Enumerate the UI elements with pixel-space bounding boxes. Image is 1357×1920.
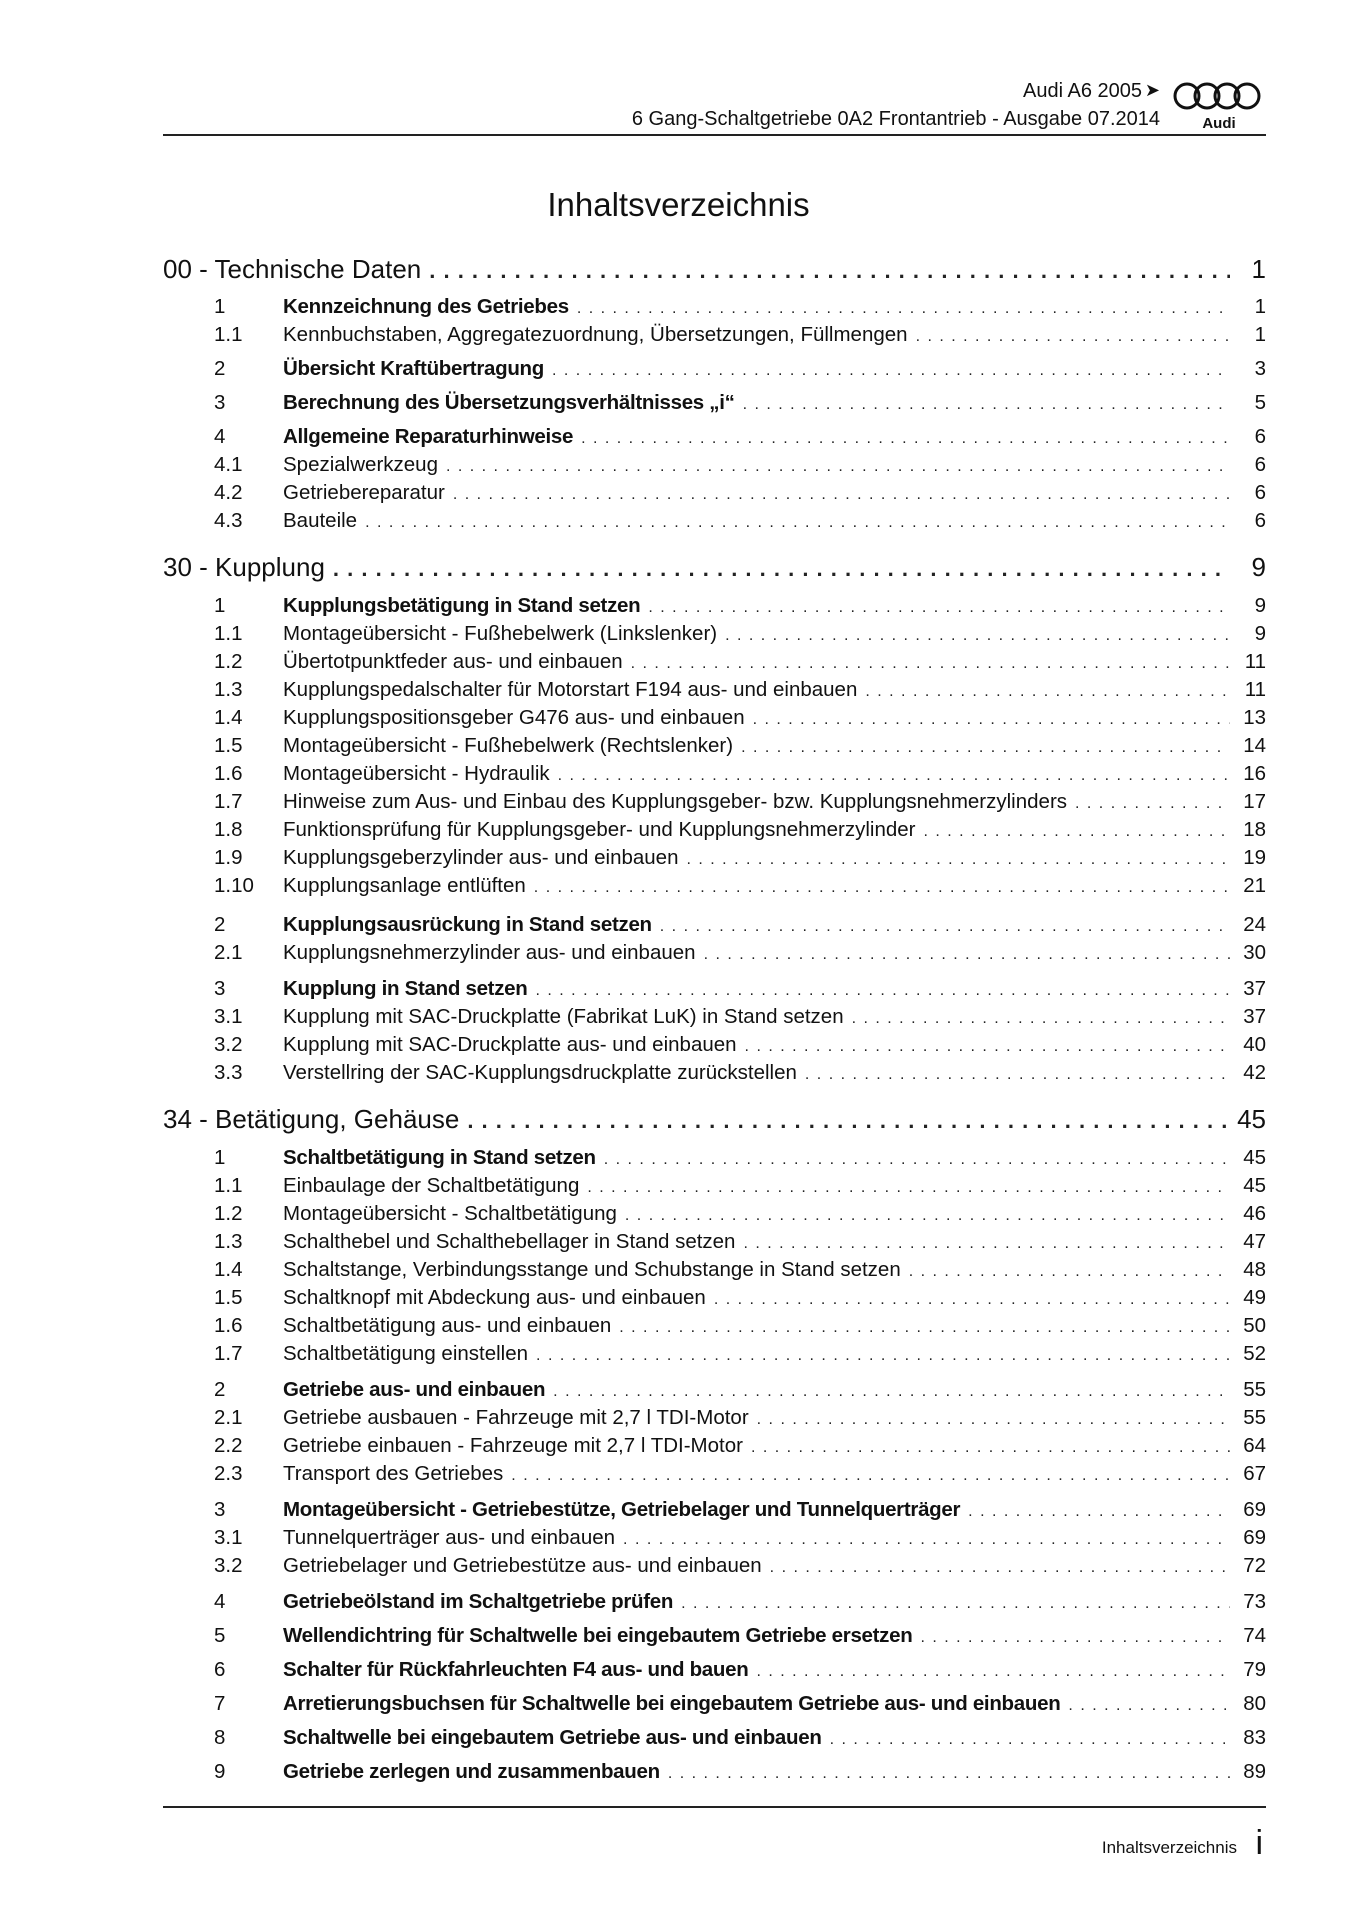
toc-number: 3: [214, 977, 226, 1000]
toc-label: Übersicht Kraftübertragung: [283, 357, 545, 380]
toc-label: Hinweise zum Aus- und Einbau des Kupplungsgeber- bzw. Kupplungsnehmerzylinders: [283, 790, 1068, 813]
toc-number: 6: [214, 1658, 226, 1681]
toc-leader-dots: [753, 711, 1230, 729]
toc-leader-dots: [668, 1765, 1230, 1783]
header-manual-title: 6 Gang-Schaltgetriebe 0A2 Frontantrieb - Ausgabe 07.2014: [631, 108, 1160, 130]
toc-number: 1.1: [214, 1174, 243, 1197]
toc-leader-dots: [681, 1595, 1230, 1613]
toc-leader-dots: [429, 258, 1230, 284]
toc-label: Kupplung mit SAC-Druckplatte (Fabrikat LuK) in Stand setzen: [283, 1005, 844, 1028]
toc-label: Kupplungspedalschalter für Motorstart F194 aus- und einbauen: [283, 678, 858, 701]
toc-leader-dots: [604, 1151, 1230, 1169]
toc-number: 5: [214, 1624, 226, 1647]
toc-leader-dots: [770, 1559, 1230, 1577]
toc-label: Kennbuchstaben, Aggregatezuordnung, Übersetzungen, Füllmengen: [283, 323, 908, 346]
toc-page-number: 49: [1243, 1286, 1266, 1309]
toc-leader-dots: [552, 362, 1230, 380]
toc-leader-dots: [536, 1347, 1230, 1365]
toc-number: 4.2: [214, 481, 243, 504]
toc-label: Montageübersicht - Fußhebelwerk (Rechtslenker): [283, 734, 734, 757]
toc-number: 3: [214, 1498, 226, 1521]
toc-page-number: 45: [1243, 1146, 1266, 1169]
header-model: Audi A6 2005: [1023, 80, 1142, 102]
toc-label: Arretierungsbuchsen für Schaltwelle bei eingebautem Getriebe aus- und einbauen: [283, 1692, 1061, 1715]
toc-label: Kennzeichnung des Getriebes: [283, 295, 569, 318]
toc-number: 8: [214, 1726, 226, 1749]
toc-page-number: 69: [1243, 1526, 1266, 1549]
toc-leader-dots: [660, 918, 1230, 936]
toc-entry[interactable]: [163, 1104, 1266, 1136]
toc-leader-dots: [757, 1411, 1230, 1429]
toc-leader-dots: [743, 396, 1230, 414]
toc-entry[interactable]: [163, 874, 1266, 900]
toc-page-number: 24: [1243, 913, 1266, 936]
toc-chapter-title: 30 - Kupplung: [163, 552, 325, 582]
toc-label: Kupplung in Stand setzen: [283, 977, 528, 1000]
toc-label: Kupplung mit SAC-Druckplatte aus- und einbauen: [283, 1033, 737, 1056]
toc-page-number: 37: [1243, 1005, 1266, 1028]
toc-entry[interactable]: [163, 1406, 1266, 1432]
toc-label: Kupplungsnehmerzylinder aus- und einbauen: [283, 941, 696, 964]
toc-chapter-title: 34 - Betätigung, Gehäuse: [163, 1104, 460, 1134]
toc-label: Kupplungsanlage entlüften: [283, 874, 526, 897]
toc-label: Getriebe ausbauen - Fahrzeuge mit 2,7 l TDI-Motor: [283, 1406, 749, 1429]
toc-page-number: 45: [1243, 1174, 1266, 1197]
toc-leader-dots: [745, 1038, 1230, 1056]
toc-number: 1.2: [214, 650, 243, 673]
toc-page-number: 13: [1243, 706, 1266, 729]
toc-entry[interactable]: [163, 295, 1266, 321]
toc-page-number: 1: [1254, 323, 1266, 346]
toc-number: 1.6: [214, 1314, 243, 1337]
toc-entry[interactable]: [163, 1726, 1266, 1752]
toc-leader-dots: [623, 1531, 1230, 1549]
toc-label: Getriebelager und Getriebestütze aus- und einbauen: [283, 1554, 762, 1577]
toc-leader-dots: [619, 1319, 1230, 1337]
toc-label: Allgemeine Reparaturhinweise: [283, 425, 574, 448]
toc-page-number: 46: [1243, 1202, 1266, 1225]
toc-page-number: 16: [1243, 762, 1266, 785]
toc-entry[interactable]: [163, 1590, 1266, 1616]
toc-entry[interactable]: [163, 425, 1266, 451]
toc-entry[interactable]: [163, 1314, 1266, 1340]
toc-page-number: 45: [1237, 1104, 1266, 1134]
toc-label: Schalthebel und Schalthebellager in Stand setzen: [283, 1230, 736, 1253]
toc-entry[interactable]: [163, 357, 1266, 383]
toc-number: 9: [214, 1760, 226, 1783]
toc-entry[interactable]: [163, 1526, 1266, 1552]
toc-entry[interactable]: [163, 1230, 1266, 1256]
toc-leader-dots: [852, 1010, 1230, 1028]
toc-number: 1.1: [214, 622, 243, 645]
toc-page-number: 47: [1243, 1230, 1266, 1253]
toc-leader-dots: [581, 430, 1230, 448]
toc-number: 1.4: [214, 1258, 243, 1281]
toc-entry[interactable]: [163, 1174, 1266, 1200]
toc-page-number: 18: [1243, 818, 1266, 841]
toc-entry[interactable]: [163, 1146, 1266, 1172]
toc-number: 2.1: [214, 941, 243, 964]
toc-label: Kupplungsausrückung in Stand setzen: [283, 913, 652, 936]
toc-label: Schaltwelle bei eingebautem Getriebe aus- und einbauen: [283, 1726, 822, 1749]
toc-leader-dots: [751, 1439, 1230, 1457]
toc-entry[interactable]: [163, 1061, 1266, 1087]
toc-entry[interactable]: [163, 254, 1266, 286]
toc-number: 1.4: [214, 706, 243, 729]
toc-entry[interactable]: [163, 1658, 1266, 1684]
toc-number: 1.7: [214, 1342, 243, 1365]
toc-label: Montageübersicht - Hydraulik: [283, 762, 550, 785]
toc-entry[interactable]: [163, 977, 1266, 1003]
toc-label: Schalter für Rückfahrleuchten F4 aus- und bauen: [283, 1658, 749, 1681]
toc-entry[interactable]: [163, 1434, 1266, 1460]
page-title: Inhaltsverzeichnis: [547, 186, 810, 223]
audi-logo-text: Audi: [1202, 115, 1236, 132]
toc-label: Montageübersicht - Schaltbetätigung: [283, 1202, 617, 1225]
toc-page-number: 40: [1243, 1033, 1266, 1056]
toc-number: 4.3: [214, 509, 243, 532]
toc-leader-dots: [916, 328, 1230, 346]
toc-label: Spezialwerkzeug: [283, 453, 438, 476]
toc-number: 1.9: [214, 846, 243, 869]
toc-number: 1.7: [214, 790, 243, 813]
toc-page-number: 73: [1243, 1590, 1266, 1613]
page-header: [163, 78, 1266, 136]
toc-leader-dots: [467, 1108, 1230, 1134]
toc-number: 1.3: [214, 1230, 243, 1253]
toc-entry[interactable]: [163, 913, 1266, 939]
toc-label: Tunnelquerträger aus- und einbauen: [283, 1526, 616, 1549]
toc-number: 2: [214, 913, 226, 936]
toc-page-number: 21: [1243, 874, 1266, 897]
toc-number: 1.2: [214, 1202, 243, 1225]
toc-number: 1.10: [214, 874, 254, 897]
toc-leader-dots: [365, 514, 1230, 532]
toc-number: 3.3: [214, 1061, 243, 1084]
toc-label: Einbaulage der Schaltbetätigung: [283, 1174, 580, 1197]
toc-entry[interactable]: [163, 941, 1266, 967]
toc-entry[interactable]: [163, 734, 1266, 760]
footer-page-marker: i: [1255, 1824, 1263, 1862]
toc-leader-dots: [648, 599, 1230, 617]
toc-label: Übertotpunktfeder aus- und einbauen: [283, 650, 623, 673]
toc-number: 1.1: [214, 323, 243, 346]
toc-page-number: 9: [1251, 552, 1266, 582]
toc-page-number: 9: [1254, 594, 1266, 617]
toc-number: 2.3: [214, 1462, 243, 1485]
toc-page-number: 83: [1243, 1726, 1266, 1749]
toc-entry[interactable]: [163, 790, 1266, 816]
toc-number: 1: [214, 594, 226, 617]
toc-entry[interactable]: [163, 453, 1266, 479]
toc-page-number: 37: [1243, 977, 1266, 1000]
toc-page-number: 14: [1243, 734, 1266, 757]
toc-page-number: 3: [1254, 357, 1266, 380]
toc-page-number: 72: [1243, 1554, 1266, 1577]
toc-number: 3: [214, 391, 226, 414]
toc-leader-dots: [511, 1467, 1230, 1485]
toc-number: 1.3: [214, 678, 243, 701]
toc-entry[interactable]: [163, 1624, 1266, 1650]
toc-leader-dots: [631, 655, 1230, 673]
toc-page-number: 67: [1243, 1462, 1266, 1485]
toc-leader-dots: [577, 300, 1230, 318]
toc-entry[interactable]: [163, 1202, 1266, 1228]
toc-label: Getriebe einbauen - Fahrzeuge mit 2,7 l TDI-Motor: [283, 1434, 743, 1457]
toc-entry[interactable]: [163, 1498, 1266, 1524]
toc-number: 4.1: [214, 453, 243, 476]
toc-number: 1.5: [214, 734, 243, 757]
toc-leader-dots: [446, 458, 1230, 476]
toc-entry[interactable]: [163, 846, 1266, 872]
toc-leader-dots: [830, 1731, 1230, 1749]
toc-entry[interactable]: [163, 391, 1266, 417]
toc-page-number: 17: [1243, 790, 1266, 813]
toc-entry[interactable]: [163, 323, 1266, 349]
toc-label: Getriebe zerlegen und zusammenbauen: [283, 1760, 660, 1783]
toc-entry[interactable]: [163, 509, 1266, 535]
toc-page-number: 30: [1243, 941, 1266, 964]
toc-entry[interactable]: [163, 1554, 1266, 1580]
toc-page-number: 79: [1243, 1658, 1266, 1681]
toc-leader-dots: [333, 556, 1230, 582]
toc-leader-dots: [536, 982, 1231, 1000]
toc-chapter-title: 00 - Technische Daten: [163, 254, 422, 284]
toc-leader-dots: [453, 486, 1230, 504]
toc-page-number: 6: [1254, 481, 1266, 504]
toc-entry[interactable]: [163, 1286, 1266, 1312]
toc-entry[interactable]: [163, 678, 1266, 704]
toc-leader-dots: [714, 1291, 1230, 1309]
toc-number: 3.1: [214, 1526, 243, 1549]
toc-page-number: 11: [1244, 678, 1266, 701]
toc-number: 2.1: [214, 1406, 243, 1429]
toc-number: 1.8: [214, 818, 243, 841]
toc-label: Bauteile: [283, 509, 358, 532]
toc-leader-dots: [534, 879, 1230, 897]
toc-label: Kupplungspositionsgeber G476 aus- und einbauen: [283, 706, 745, 729]
toc-page-number: 64: [1243, 1434, 1266, 1457]
toc-page-number: 1: [1251, 254, 1266, 284]
toc-page-number: 52: [1243, 1342, 1266, 1365]
toc-number: 3.2: [214, 1033, 243, 1056]
toc-leader-dots: [968, 1503, 1230, 1521]
toc-number: 2.2: [214, 1434, 243, 1457]
toc-number: 1.5: [214, 1286, 243, 1309]
toc-label: Transport des Getriebes: [283, 1462, 504, 1485]
toc-entry[interactable]: [163, 481, 1266, 507]
toc-leader-dots: [704, 946, 1230, 964]
toc-leader-dots: [587, 1179, 1230, 1197]
toc-entry[interactable]: [163, 1692, 1266, 1718]
toc-leader-dots: [865, 683, 1230, 701]
toc-label: Getriebereparatur: [283, 481, 445, 504]
toc-number: 3.2: [214, 1554, 243, 1577]
toc-number: 1: [214, 1146, 226, 1169]
toc-leader-dots: [756, 1663, 1230, 1681]
toc-label: Verstellring der SAC-Kupplungsdruckplatte zurückstellen: [283, 1061, 797, 1084]
toc-number: 4: [214, 1590, 226, 1613]
toc-leader-dots: [687, 851, 1231, 869]
toc-number: 2: [214, 357, 226, 380]
toc-page-number: 69: [1243, 1498, 1266, 1521]
toc-number: 1.6: [214, 762, 243, 785]
toc-leader-dots: [920, 1629, 1230, 1647]
toc-entry[interactable]: [163, 622, 1266, 648]
toc-label: Funktionsprüfung für Kupplungsgeber- und Kupplungsnehmerzylinder: [283, 818, 916, 841]
audi-logo: [1172, 80, 1266, 132]
toc-leader-dots: [1068, 1697, 1230, 1715]
toc-label: Montageübersicht - Getriebestütze, Getriebelager und Tunnelquerträger: [283, 1498, 961, 1521]
toc-page-number: 1: [1254, 295, 1266, 318]
toc-page-number: 11: [1244, 650, 1266, 673]
toc-number: 7: [214, 1692, 226, 1715]
toc-label: Schaltknopf mit Abdeckung aus- und einbauen: [283, 1286, 706, 1309]
toc-entry[interactable]: [163, 1378, 1266, 1404]
toc-entry[interactable]: [163, 1258, 1266, 1284]
toc-label: Kupplungsgeberzylinder aus- und einbauen: [283, 846, 679, 869]
toc-entry[interactable]: [163, 1342, 1266, 1368]
toc-label: Schaltbetätigung in Stand setzen: [283, 1146, 596, 1169]
toc-entry[interactable]: [163, 1760, 1266, 1786]
toc-leader-dots: [741, 739, 1230, 757]
toc-page-number: 42: [1243, 1061, 1266, 1084]
toc-page-number: 50: [1243, 1314, 1266, 1337]
toc-entry[interactable]: [163, 706, 1266, 732]
toc-entry[interactable]: [163, 1462, 1266, 1488]
toc-leader-dots: [625, 1207, 1230, 1225]
arrow-right-icon: ➤: [1144, 80, 1160, 100]
toc-leader-dots: [725, 627, 1230, 645]
toc-page-number: 74: [1243, 1624, 1266, 1647]
toc-leader-dots: [1075, 795, 1230, 813]
toc-label: Kupplungsbetätigung in Stand setzen: [283, 594, 641, 617]
toc-label: Getriebeölstand im Schaltgetriebe prüfen: [283, 1590, 674, 1613]
toc-leader-dots: [909, 1263, 1230, 1281]
toc-number: 4: [214, 425, 226, 448]
toc-entry[interactable]: [163, 1005, 1266, 1031]
toc-number: 2: [214, 1378, 226, 1401]
toc-page-number: 89: [1243, 1760, 1266, 1783]
toc-leader-dots: [743, 1235, 1230, 1253]
toc-entry[interactable]: [163, 650, 1266, 676]
toc-label: Schaltbetätigung einstellen: [283, 1342, 529, 1365]
toc-page-number: 19: [1243, 846, 1266, 869]
toc-entry[interactable]: [163, 818, 1266, 844]
toc-label: Getriebe aus- und einbauen: [283, 1378, 546, 1401]
toc-page-number: 5: [1254, 391, 1266, 414]
toc-entry[interactable]: [163, 552, 1266, 584]
toc-leader-dots: [924, 823, 1231, 841]
toc-leader-dots: [805, 1066, 1230, 1084]
toc-page-number: 6: [1254, 453, 1266, 476]
toc-label: Schaltbetätigung aus- und einbauen: [283, 1314, 612, 1337]
toc-label: Montageübersicht - Fußhebelwerk (Linkslenker): [283, 622, 718, 645]
toc-entry[interactable]: [163, 762, 1266, 788]
footer-divider: [163, 1806, 1266, 1808]
toc-label: Wellendichtring für Schaltwelle bei eingebautem Getriebe ersetzen: [283, 1624, 913, 1647]
toc-leader-dots: [553, 1383, 1230, 1401]
toc-number: 3.1: [214, 1005, 243, 1028]
toc-label: Berechnung des Übersetzungsverhältnisses „i“: [283, 391, 735, 414]
toc-leader-dots: [558, 767, 1230, 785]
toc-page-number: 6: [1254, 425, 1266, 448]
toc-page-number: 48: [1243, 1258, 1266, 1281]
toc-entry[interactable]: [163, 594, 1266, 620]
footer-label: Inhaltsverzeichnis: [1101, 1838, 1237, 1857]
toc-page-number: 6: [1254, 509, 1266, 532]
toc-page-number: 55: [1243, 1406, 1266, 1429]
toc-number: 1: [214, 295, 226, 318]
toc-entry[interactable]: [163, 1033, 1266, 1059]
toc-page-number: 9: [1254, 622, 1266, 645]
toc-page-number: 55: [1243, 1378, 1266, 1401]
toc-label: Schaltstange, Verbindungsstange und Schubstange in Stand setzen: [283, 1258, 901, 1281]
toc-page-number: 80: [1243, 1692, 1266, 1715]
